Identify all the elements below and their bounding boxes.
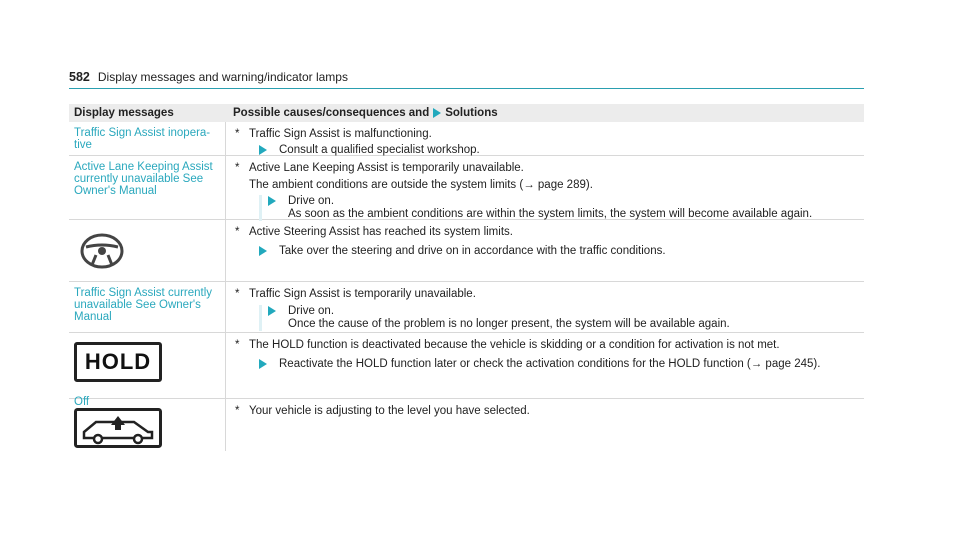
cause-cell: * The HOLD function is deactivated because the vehicle is skidding or a condition for activation is not met. Reactivate the HOLD function later or check the activation conditions for the HOLD function (→ page 245). [226,333,864,398]
table-row [69,156,864,220]
table-row [69,399,864,451]
message-cell [69,220,226,281]
table-row [69,122,864,156]
header-rule [69,88,864,89]
solution-arrow-icon [433,108,441,118]
cause-cell: * Active Lane Keeping Assist is temporarily unavailable. The ambient conditions are outside the system limits (→ page 289). Drive on. As soon as the ambient conditions are within the system limits, the system will become available again. [226,156,864,219]
solution-arrow-icon [268,196,276,206]
page-number: 582 [69,70,90,84]
vehicle-level-icon [74,408,162,448]
message-cell: Active Lane Keeping Assist currently unavailable See Owner's Manual [69,156,226,219]
table-row [69,333,864,408]
col-header-messages: Display messages [74,107,174,119]
steering-wheel-icon [74,229,130,269]
messages-table [69,104,864,451]
solution-arrow-icon [259,246,267,256]
table-row [69,282,864,333]
message-cell: HOLD Off [69,333,226,398]
table-row [69,220,864,282]
message-cell: Traffic Sign Assist currently unavailable See Owner's Manual [69,282,226,332]
solution: Drive on. As soon as the ambient conditions are within the system limits, the system will become available again. [259,195,864,221]
solution-arrow-icon [259,145,267,155]
message-cell: Traffic Sign Assist inopera- tive [69,122,226,155]
solution: Drive on. Once the cause of the problem is no longer present, the system will be available again. [259,305,864,331]
page-section-title: Display messages and warning/indicator lamps [97,70,348,84]
solution: Reactivate the HOLD function later or check the activation conditions for the HOLD function (→ page 245). [259,358,864,371]
cause-cell: * Your vehicle is adjusting to the level you have selected. [235,405,530,417]
page-header [69,70,348,84]
message-cell [69,399,226,451]
solution: Take over the steering and drive on in accordance with the traffic conditions. [259,245,864,258]
cause-cell: * Traffic Sign Assist is malfunctioning. Consult a qualified specialist workshop. [226,122,864,155]
hold-icon: HOLD [74,342,162,382]
cause-cell: * Traffic Sign Assist is temporarily unavailable. Drive on. Once the cause of the problem is no longer present, the system will be available again. [226,282,864,332]
solution-arrow-icon [259,359,267,369]
solution-arrow-icon [268,306,276,316]
table-header [69,104,864,122]
cause-cell: * Active Steering Assist has reached its system limits. Take over the steering and drive on in accordance with the traffic conditions. [226,220,864,281]
col-header-causes: Possible causes/consequences and Solutions [233,107,498,119]
solution: Consult a qualified specialist workshop. [259,144,864,157]
